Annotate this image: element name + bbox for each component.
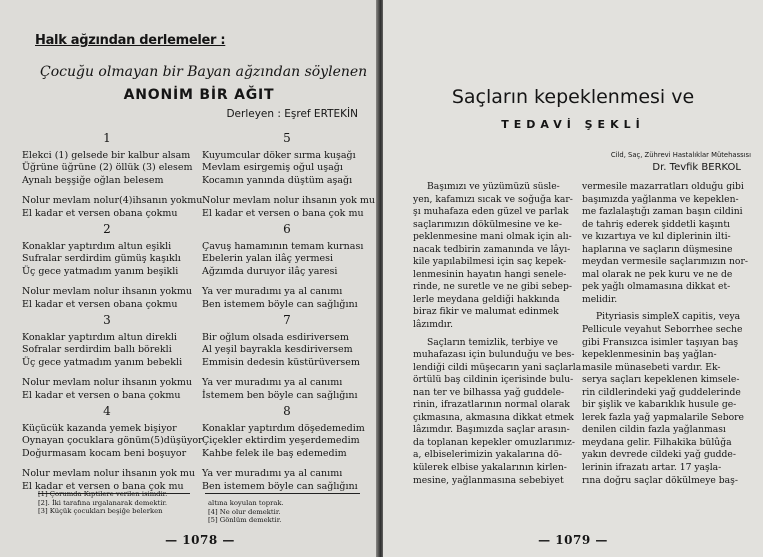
poem-line: Üğrüne üğrüne (2) öllük (3) elesem <box>22 162 193 174</box>
poem-verse <box>22 377 192 402</box>
poem-line: Doğurmasam kocam beni boşuyor <box>22 447 187 459</box>
article-line: meydana gelir. Filhakika bülûğa <box>582 436 732 448</box>
poem-verse <box>22 286 192 311</box>
author-affiliation: Cild, Saç, Zührevi Hastalıklar Mütehassısı <box>610 151 751 159</box>
poem-line: Emmisin dedesin küstürüversem <box>202 356 360 368</box>
poem-verse <box>22 423 203 460</box>
stanza-number: 3 <box>103 313 111 327</box>
poem-subtitle: Çocuğu olmayan bir Bayan ağzından söylenen <box>40 64 368 80</box>
page-number-right: — 1079 — <box>538 533 608 547</box>
stanza-number: 6 <box>283 222 291 236</box>
page-number-left: — 1078 — <box>165 533 235 547</box>
article-title: Saçların kepeklenmesi ve <box>451 86 695 108</box>
poem-line: Nolur mevlam nolur(4)ihsanın yokmu <box>22 195 203 207</box>
poem-column-left <box>22 130 203 494</box>
article-line: rına doğru saçlar dökülmeye baş- <box>582 474 738 486</box>
poem-verse <box>22 150 192 187</box>
poem-stanza <box>22 221 192 312</box>
article-line: ve kızartıya ve kıl diplerinin ilti- <box>582 231 731 243</box>
poem-line: El kadar et versen o bana çokmu <box>22 389 181 401</box>
article-line: çıkmasına, akmasına dikkat etmek <box>413 411 574 423</box>
poem-line: Nolur mevlam nolur ihsanın yok mu <box>22 468 196 480</box>
article-line: Saçların temizlik, terbiye ve <box>427 336 558 348</box>
footnote: [4] Ne olur demektir. <box>208 507 281 516</box>
poem-stanza <box>22 403 203 494</box>
poem-verse <box>202 468 372 493</box>
article-line: masile münasebeti vardır. Ek- <box>582 361 721 373</box>
poem-stanza <box>202 312 372 403</box>
poem-verse <box>202 241 372 278</box>
poem-verse <box>202 150 372 187</box>
poem-line: Nolur mevlam nolur ihsanın yok mu <box>202 195 376 207</box>
poem-verse <box>202 377 372 402</box>
poem-stanza <box>202 403 372 494</box>
article-line: lenmesinin hayatın hangi senele- <box>413 268 567 280</box>
article-line: mesine, yağlanmasına sebebiyet <box>413 474 564 486</box>
article-line: saçlarımızın dökülmesine ve ke- <box>413 218 562 230</box>
poem-line: Ya ver muradımı ya al canımı <box>202 286 343 298</box>
article-line: kepeklenmesinin baş yağlan- <box>582 349 717 361</box>
poem-line: Kocamın yanında düştüm aşağı <box>202 174 353 186</box>
poem-line: Konaklar yaptırdım döşedemedim <box>202 423 365 434</box>
article-line: meydan vermesile saçlarımızın nor- <box>582 256 748 268</box>
poem-line: Oynayan çocuklara gönüm(5)düşüyor <box>22 435 203 447</box>
article-line: nacak tedbirin zamanında ve lâyı- <box>413 243 571 255</box>
poem-stanza <box>202 130 376 221</box>
article-line: Pityriasis simpleX capitis, veya <box>596 311 741 323</box>
article-line: bir şişlik ve kabarıklık husule ge- <box>582 399 737 411</box>
article-line: muhafazası için bulunduğu ve bes- <box>413 349 575 361</box>
poem-line: Elekci (1) gelsede bir kalbur alsam <box>22 150 191 161</box>
article-line: kile yapılabilmesi için saç kepek- <box>413 256 567 268</box>
poem-line: El kadar et versen obana çokmu <box>22 298 178 310</box>
article-line: gibi Fransızca isimler taşıyan baş <box>582 336 739 348</box>
article-line: biraz fikir ve malumat edinmek <box>413 306 559 318</box>
poem-verse <box>22 241 192 278</box>
stanza-number: 8 <box>283 404 291 418</box>
article-line: rinde, ne suretle ve ne gibi sebep- <box>413 281 572 293</box>
poem-line: İstemem ben böyle can sağlığını <box>202 389 358 401</box>
footnote: [2]. İki tarafına ırgalanarak demektir. <box>38 498 168 507</box>
poem-line: Bir oğlum olsada esdiriversem <box>202 332 349 343</box>
poem-line: Ebelerin yalan ilâç yermesi <box>202 253 334 265</box>
article-line: mal olarak ne pek kuru ve ne de <box>582 268 733 280</box>
right-page <box>383 0 763 557</box>
poem-line: Ya ver muradımı ya al canımı <box>202 377 343 389</box>
poem-line: Çavuş hamamının temam kurnası <box>202 241 364 252</box>
footnote-rule <box>205 493 360 494</box>
poem-line: Kahbe felek ile baş edemedim <box>202 447 347 459</box>
article-column-left <box>413 181 582 487</box>
article-line: a, elbiselerimizin yakalarına dö- <box>413 449 562 461</box>
poem-verse <box>202 286 372 311</box>
article-line: şı muhafaza eden güzel ve parlak <box>413 206 569 218</box>
poem-verse <box>22 195 203 220</box>
article-line: haplarına ve saçların düşmesine <box>582 243 733 255</box>
poem-line: Nolur mevlam nolur ihsanın yokmu <box>22 377 192 389</box>
author-name: Dr. Tevfik BERKOL <box>652 162 741 173</box>
poem-line: Çiçekler ektirdim yeşerdemedim <box>202 435 360 447</box>
footnote: [1] Çorumda Kıptilere verilen isimdir. <box>38 490 168 498</box>
footnotes-right <box>208 499 284 525</box>
poem-stanza <box>22 130 203 221</box>
article-line: lerek fazla yağ yapmalarile Sebore <box>582 411 744 423</box>
poem-line: Kuyumcular döker sırma kuşağı <box>202 150 356 161</box>
footnote: altına koyulan toprak. <box>208 499 284 507</box>
article-line: melidir. <box>582 293 618 305</box>
stanza-number: 2 <box>103 222 111 236</box>
article-line: Pellicule veyahut Seborrhee seche <box>582 324 743 336</box>
article-line: örtülü baş cildinin içerisinde bulu- <box>413 374 574 386</box>
article-line: lâzımdır. <box>413 319 454 331</box>
compiler-credit: Derleyen : Eşref ERTEKİN <box>226 108 358 120</box>
poem-line: Ben istemem böyle can sağlığını <box>202 480 358 492</box>
footnotes-left <box>38 490 167 516</box>
poem-line: Ben istemem böyle can sağlığını <box>202 298 358 310</box>
article-line: rin cildlerindeki yağ guddelerinde <box>582 386 741 398</box>
article-line: Başımızı ve yüzümüzü süsle- <box>427 181 560 192</box>
article-line: yakın devrede cildeki yağ gudde- <box>582 449 736 461</box>
stanza-number: 5 <box>283 131 291 145</box>
poem-line: El kadar et versen o bana çok mu <box>202 207 364 219</box>
article-line: serya saçları kepeklenen kimsele- <box>582 374 740 386</box>
article-subtitle: TEDAVİ ŞEKLİ <box>501 118 645 131</box>
article-line: da toplanan kepekler omuzlarımız- <box>413 436 575 448</box>
poem-line: Küçücük kazanda yemek bişiyor <box>22 423 177 434</box>
poem-line: Ya ver muradımı ya al canımı <box>202 468 343 480</box>
article-line: denilen cildin fazla yağlanması <box>582 424 726 436</box>
poem-line: Üç gece yatmadım yanım beşikli <box>22 265 179 277</box>
article-line: külerek elbise yakalarının kirlen- <box>413 462 567 474</box>
poem-title: ANONİM BİR AĞIT <box>123 87 275 103</box>
article-line: başımızda yağlanma ve kepeklen- <box>582 193 739 205</box>
poem-line: Al yeşil bayrakla kesdiriversem <box>202 344 353 356</box>
poem-verse <box>22 332 192 369</box>
article-line: vermesile mazarratları olduğu gibi <box>582 181 744 192</box>
stanza-number: 7 <box>283 313 291 327</box>
poem-verse <box>202 332 372 369</box>
article-line: pek yağlı olmamasına dikkat et- <box>582 281 731 293</box>
article-line: lendiği cildi müşecarın yani saçlarla <box>413 361 582 373</box>
stanza-number: 4 <box>103 404 111 418</box>
poem-verse <box>202 423 372 460</box>
article-line: rinin, ifrazatlarının normal olarak <box>413 399 570 411</box>
article-line: lâzımdır. Başımızda saçlar arasın- <box>413 424 570 436</box>
article-line: de tahriş ederek şiddetli kaşıntı <box>582 218 730 230</box>
article-column-right <box>582 181 748 487</box>
footnote: [5] Gönlüm demektir. <box>208 516 282 525</box>
poem-line: Nolur mevlam nolur ihsanın yokmu <box>22 286 192 298</box>
poem-line: Üç gece yatmadım yanım bebekli <box>22 356 183 368</box>
poem-line: Konaklar yaptırdım altun eşikli <box>22 241 172 252</box>
article-line: me fazlalaştığı zaman başın cildini <box>582 206 743 218</box>
stanza-number: 1 <box>103 131 111 145</box>
article-line: peklenmesine mani olmak için alı- <box>413 231 572 243</box>
footnote: [3] Küçük çocukları beşiğe belerken <box>38 507 163 516</box>
poem-stanza <box>22 312 192 403</box>
left-page <box>0 0 378 557</box>
article-line: lerle meydana geldiği hakkında <box>413 293 560 305</box>
poem-line: Mevlam esirgemiş oğul uşağı <box>202 162 343 174</box>
article-line: yen, kafamızı sıcak ve soğuğa kar- <box>413 193 573 205</box>
poem-line: Ağzımda duruyor ilâç yaresi <box>202 265 338 277</box>
poem-line: El kadar et versen obana çokmu <box>22 207 178 219</box>
poem-line: Sofralar serdirdim ballı börekli <box>22 344 172 356</box>
poem-stanza <box>202 221 372 312</box>
poem-column-right <box>202 130 376 494</box>
poem-line: Aynalı beşşiğe oğlan belesem <box>22 174 164 186</box>
poem-verse <box>202 195 376 220</box>
article-line: nan ter ve bilhassa yağ guddele- <box>413 386 565 398</box>
poem-line: Konaklar yaptırdım altun direkli <box>22 332 177 343</box>
section-title: Halk ağzından derlemeler : <box>35 33 226 48</box>
poem-line: Sufralar serdirdim gümüş kaşıklı <box>22 253 181 265</box>
poem-line: El kadar et versen o bana çok mu <box>22 480 184 492</box>
article-line: lerinin ifrazatı artar. 17 yaşla- <box>582 462 722 474</box>
